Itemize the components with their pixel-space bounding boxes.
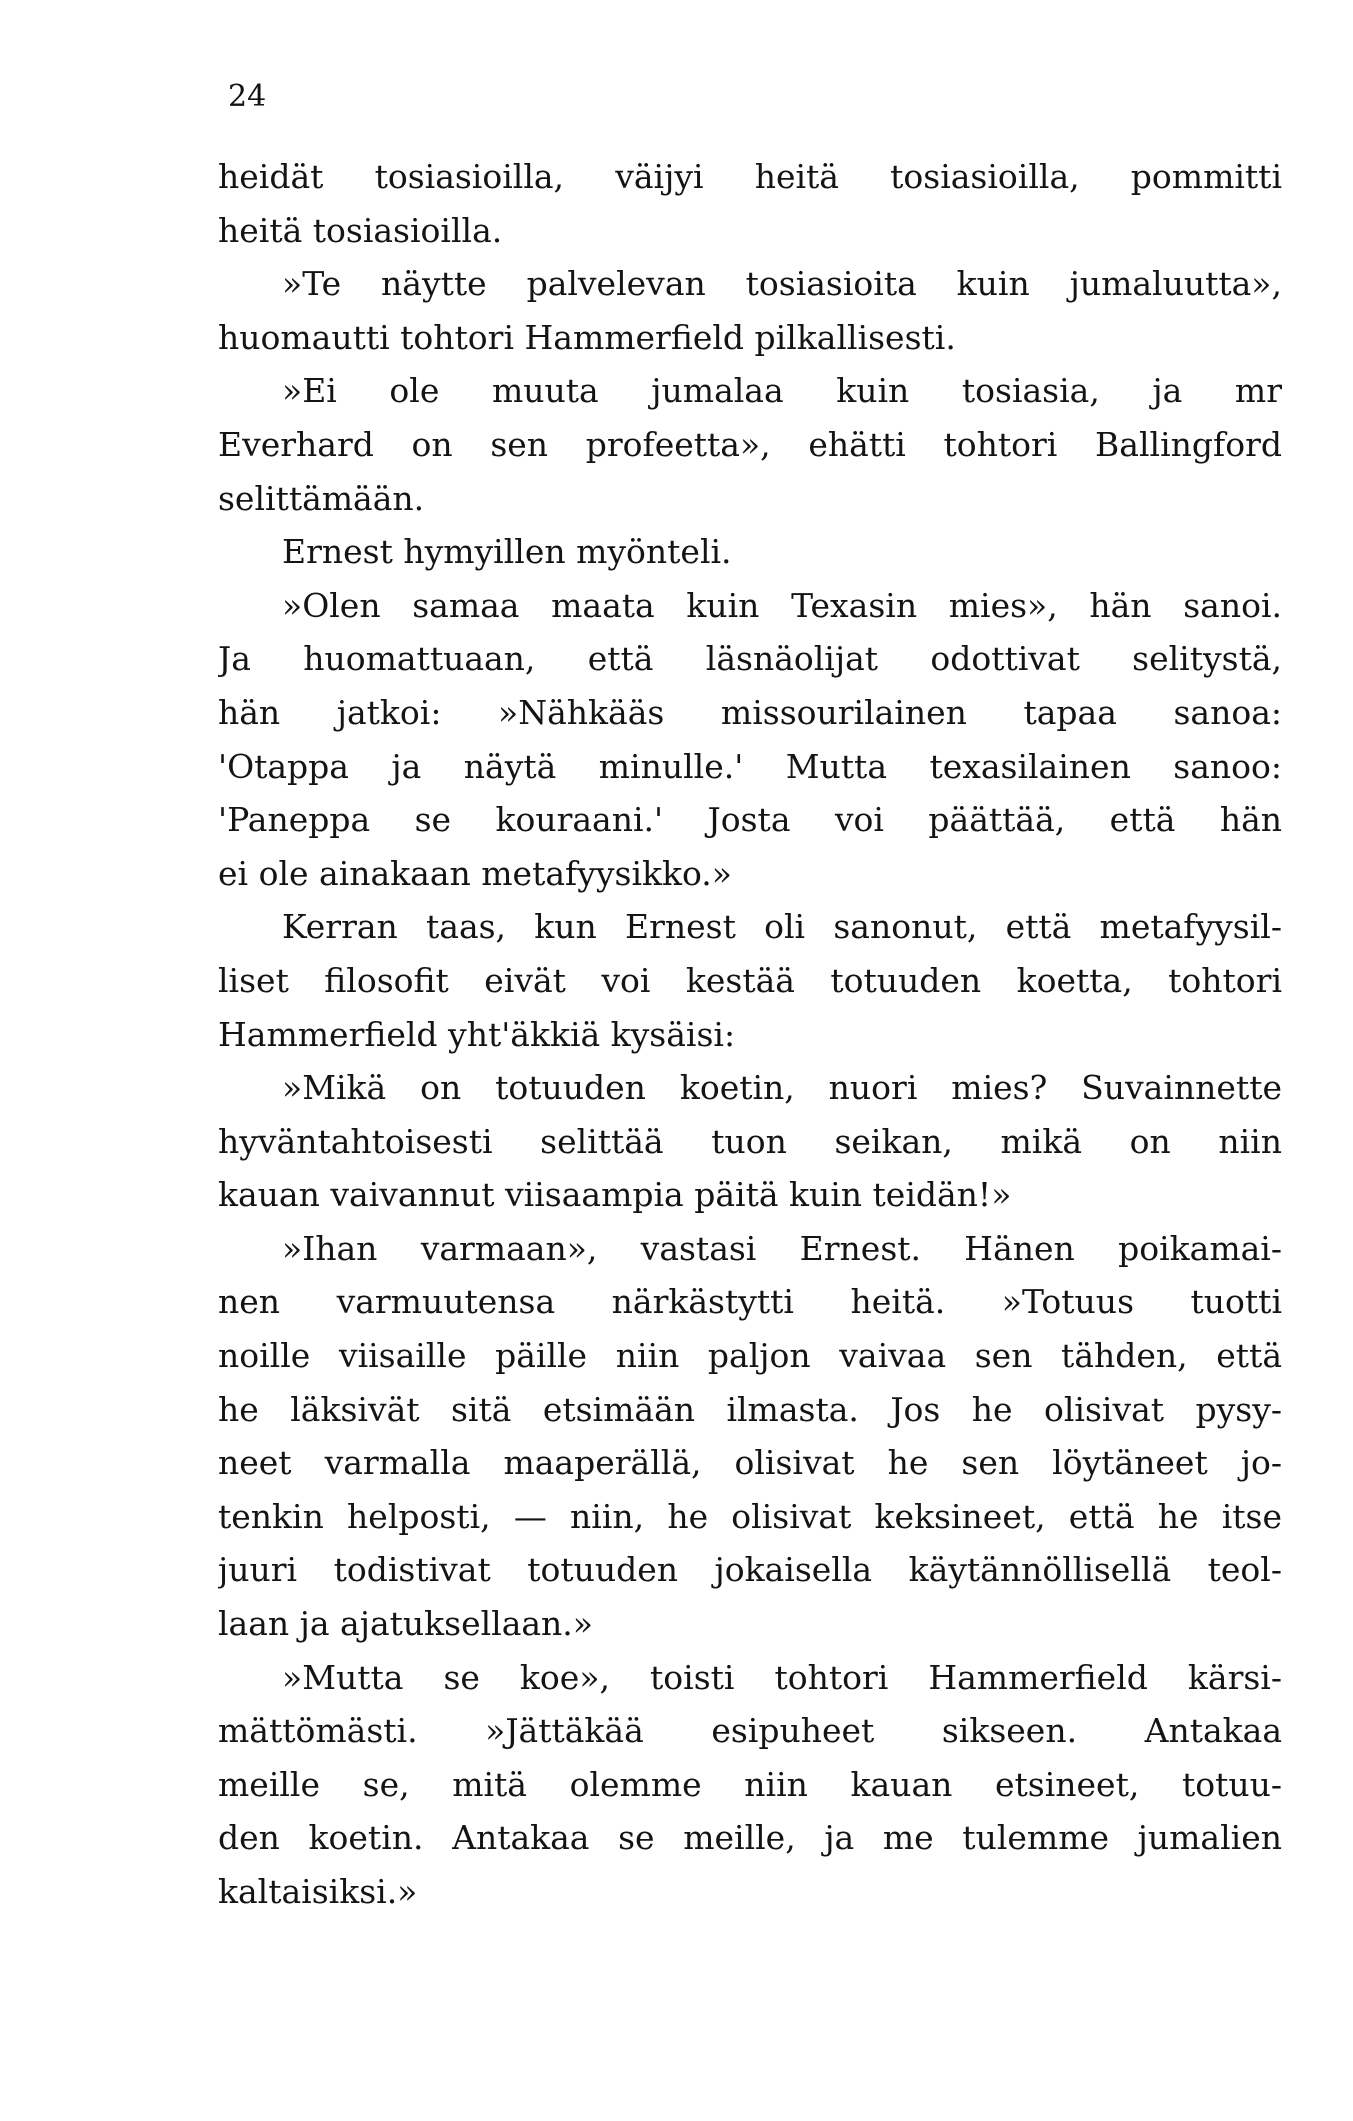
text-line: heidät tosiasioilla, väijyi heitä tosiasioilla, pommitti	[218, 157, 1282, 196]
page-number: 24	[228, 79, 267, 114]
text-line: selittämään.	[218, 478, 425, 518]
text-line: meille se, mitä olemme niin kauan etsineet, totuu-	[218, 1764, 1282, 1804]
text-line: »Olen samaa maata kuin Texasin mies», hän sanoi.	[282, 585, 1282, 625]
text-line: ei ole ainakaan metafyysikko.»	[218, 853, 732, 893]
text-line: liset filosofit eivät voi kestää totuuden koetta, tohtori	[218, 960, 1282, 1000]
text-line: »Mikä on totuuden koetin, nuori mies? Suvainnette	[282, 1068, 1282, 1108]
text-line: »Ei ole muuta jumalaa kuin tosiasia, ja mr	[282, 371, 1282, 411]
text-line: he läksivät sitä etsimään ilmasta. Jos he olisivat pysy-	[218, 1389, 1282, 1429]
text-line: den koetin. Antakaa se meille, ja me tulemme jumalien	[218, 1818, 1282, 1858]
text-line: 'Otappa ja näytä minulle.' Mutta texasilainen sanoo:	[218, 746, 1282, 786]
text-line: neet varmalla maaperällä, olisivat he sen löytäneet jo-	[218, 1443, 1282, 1483]
text-line: »Te näytte palvelevan tosiasioita kuin jumaluutta»,	[282, 264, 1282, 304]
text-line: Kerran taas, kun Ernest oli sanonut, että metafyysil-	[282, 907, 1282, 947]
text-line: tenkin helposti, — niin, he olisivat keksineet, että he itse	[218, 1496, 1282, 1536]
body-text	[218, 150, 1282, 1919]
text-line: laan ja ajatuksellaan.»	[218, 1604, 593, 1644]
text-line: hyväntahtoisesti selittää tuon seikan, mikä on niin	[218, 1121, 1282, 1161]
text-line: nen varmuutensa närkästytti heitä. »Totuus tuotti	[218, 1282, 1282, 1322]
text-line: 'Paneppa se kouraani.' Josta voi päättää, että hän	[218, 800, 1282, 840]
text-line: kaltaisiksi.»	[218, 1872, 418, 1911]
text-line: »Ihan varmaan», vastasi Ernest. Hänen poikamai-	[282, 1228, 1282, 1268]
text-line: »Mutta se koe», toisti tohtori Hammerfield kärsi-	[282, 1657, 1282, 1697]
text-line: Everhard on sen profeetta», ehätti tohtori Ballingford	[218, 424, 1282, 464]
text-line: heitä tosiasioilla.	[218, 210, 503, 250]
text-line: Hammerfield yht'äkkiä kysäisi:	[218, 1014, 736, 1054]
text-line: mättömästi. »Jättäkää esipuheet sikseen. Antakaa	[218, 1711, 1282, 1751]
text-line: Ja huomattuaan, että läsnäolijat odottivat selitystä,	[218, 639, 1282, 679]
text-line: huomautti tohtori Hammerfield pilkallisesti.	[218, 317, 956, 357]
text-line: Ernest hymyillen myönteli.	[282, 532, 732, 572]
text-line: hän jatkoi: »Nähkääs missourilainen tapaa sanoa:	[218, 692, 1282, 732]
text-line: noille viisaille päille niin paljon vaivaa sen tähden, että	[218, 1336, 1282, 1376]
text-line: juuri todistivat totuuden jokaisella käytännöllisellä teol-	[218, 1550, 1282, 1590]
text-line: kauan vaivannut viisaampia päitä kuin teidän!»	[218, 1175, 1012, 1215]
